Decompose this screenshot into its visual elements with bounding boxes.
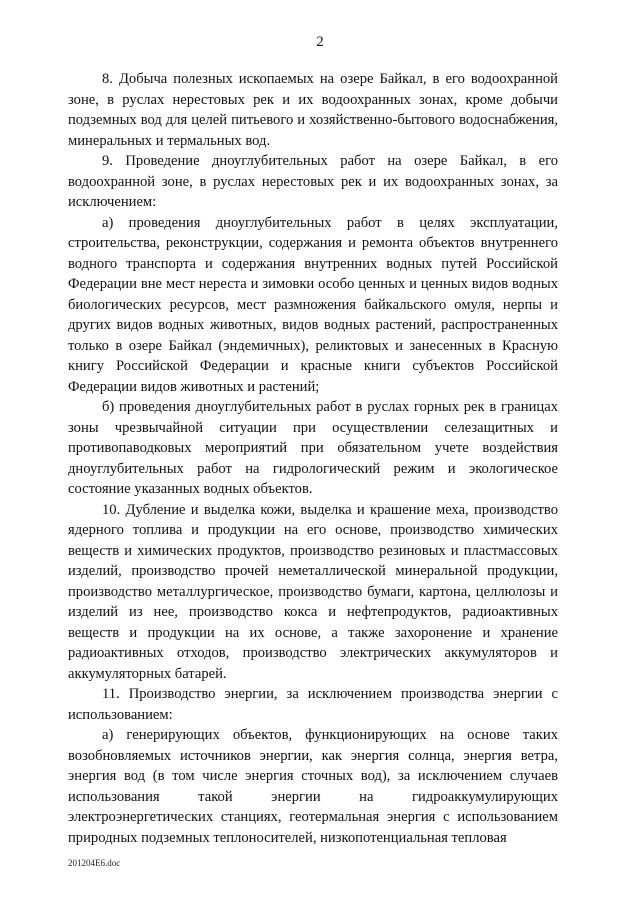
page-number: 2 [316,34,324,50]
paragraph-item-8: 8. Добыча полезных ископаемых на озере Байкал, в его водоохранной зоне, в руслах нерестовых рек и их водоохранных зонах, кроме добычи подземных вод для целей питьевого и хозяйственно-бытового водоснабжения, минеральных и термальных вод. [68,71,558,149]
paragraph-item-9b: б) проведения дноуглубительных работ в руслах горных рек в границах зоны чрезвычайной ситуации при осуществлении селезащитных и противопаводковых мероприятий при обязательном учете воздействия дноуглубительных работ на гидрологический режим и экологическое состояние указанных водных объектов. [68,399,558,497]
paragraph-item-9a: а) проведения дноуглубительных работ в целях эксплуатации, строительства, реконструкции, содержания и ремонта объектов внутреннего водного транспорта и содержания внутренних водных путей Российской Федерации вне мест нереста и зимовки особо ценных и ценных видов водных биологических ресурсов, мест размножения байкальского омуля, нерпы и других видов водных животных, видов водных растений, распространенных только в озере Байкал (эндемичных), реликтовых и занесенных в Красную книгу Российской Федерации и красные книги субъектов Российской Федерации видов животных и растений; [68,214,558,395]
paragraph-item-11a: а) генерирующих объектов, функционирующих на основе таких возобновляемых источников энергии, как энергия солнца, энергия ветра, энергия вод (в том числе энергия сточных вод), за исключением случаев использования такой энергии на гидроаккумулирующих электроэнергетических станциях, геотермальная энергия с использованием природных подземных теплоносителей, низкопотенциальная тепловая [68,727,558,846]
paragraph-item-11: 11. Производство энергии, за исключением производства энергии с использованием: [68,686,558,723]
paragraph-item-9: 9. Проведение дноуглубительных работ на озере Байкал, в его водоохранной зоне, в руслах нерестовых рек и их водоохранных зонах, за исключением: [68,153,558,210]
paragraph-item-10: 10. Дубление и выделка кожи, выделка и крашение меха, производство ядерного топлива и продукции на его основе, производство химических веществ и химических продуктов, производство резиновых и пластмассовых изделий, производство прочей неметаллической минеральной продукции, производство металлургическое, производство бумаги, картона, целлюлозы и изделий из нее, производство кокса и нефтепродуктов, радиоактивных веществ и продукции на их основе, а также захоронение и хранение радиоактивных отходов, производство электрических аккумуляторов и аккумуляторных батарей. [68,501,558,682]
document-body [68,69,558,848]
document-filename: 201204E6.doc [68,858,121,868]
